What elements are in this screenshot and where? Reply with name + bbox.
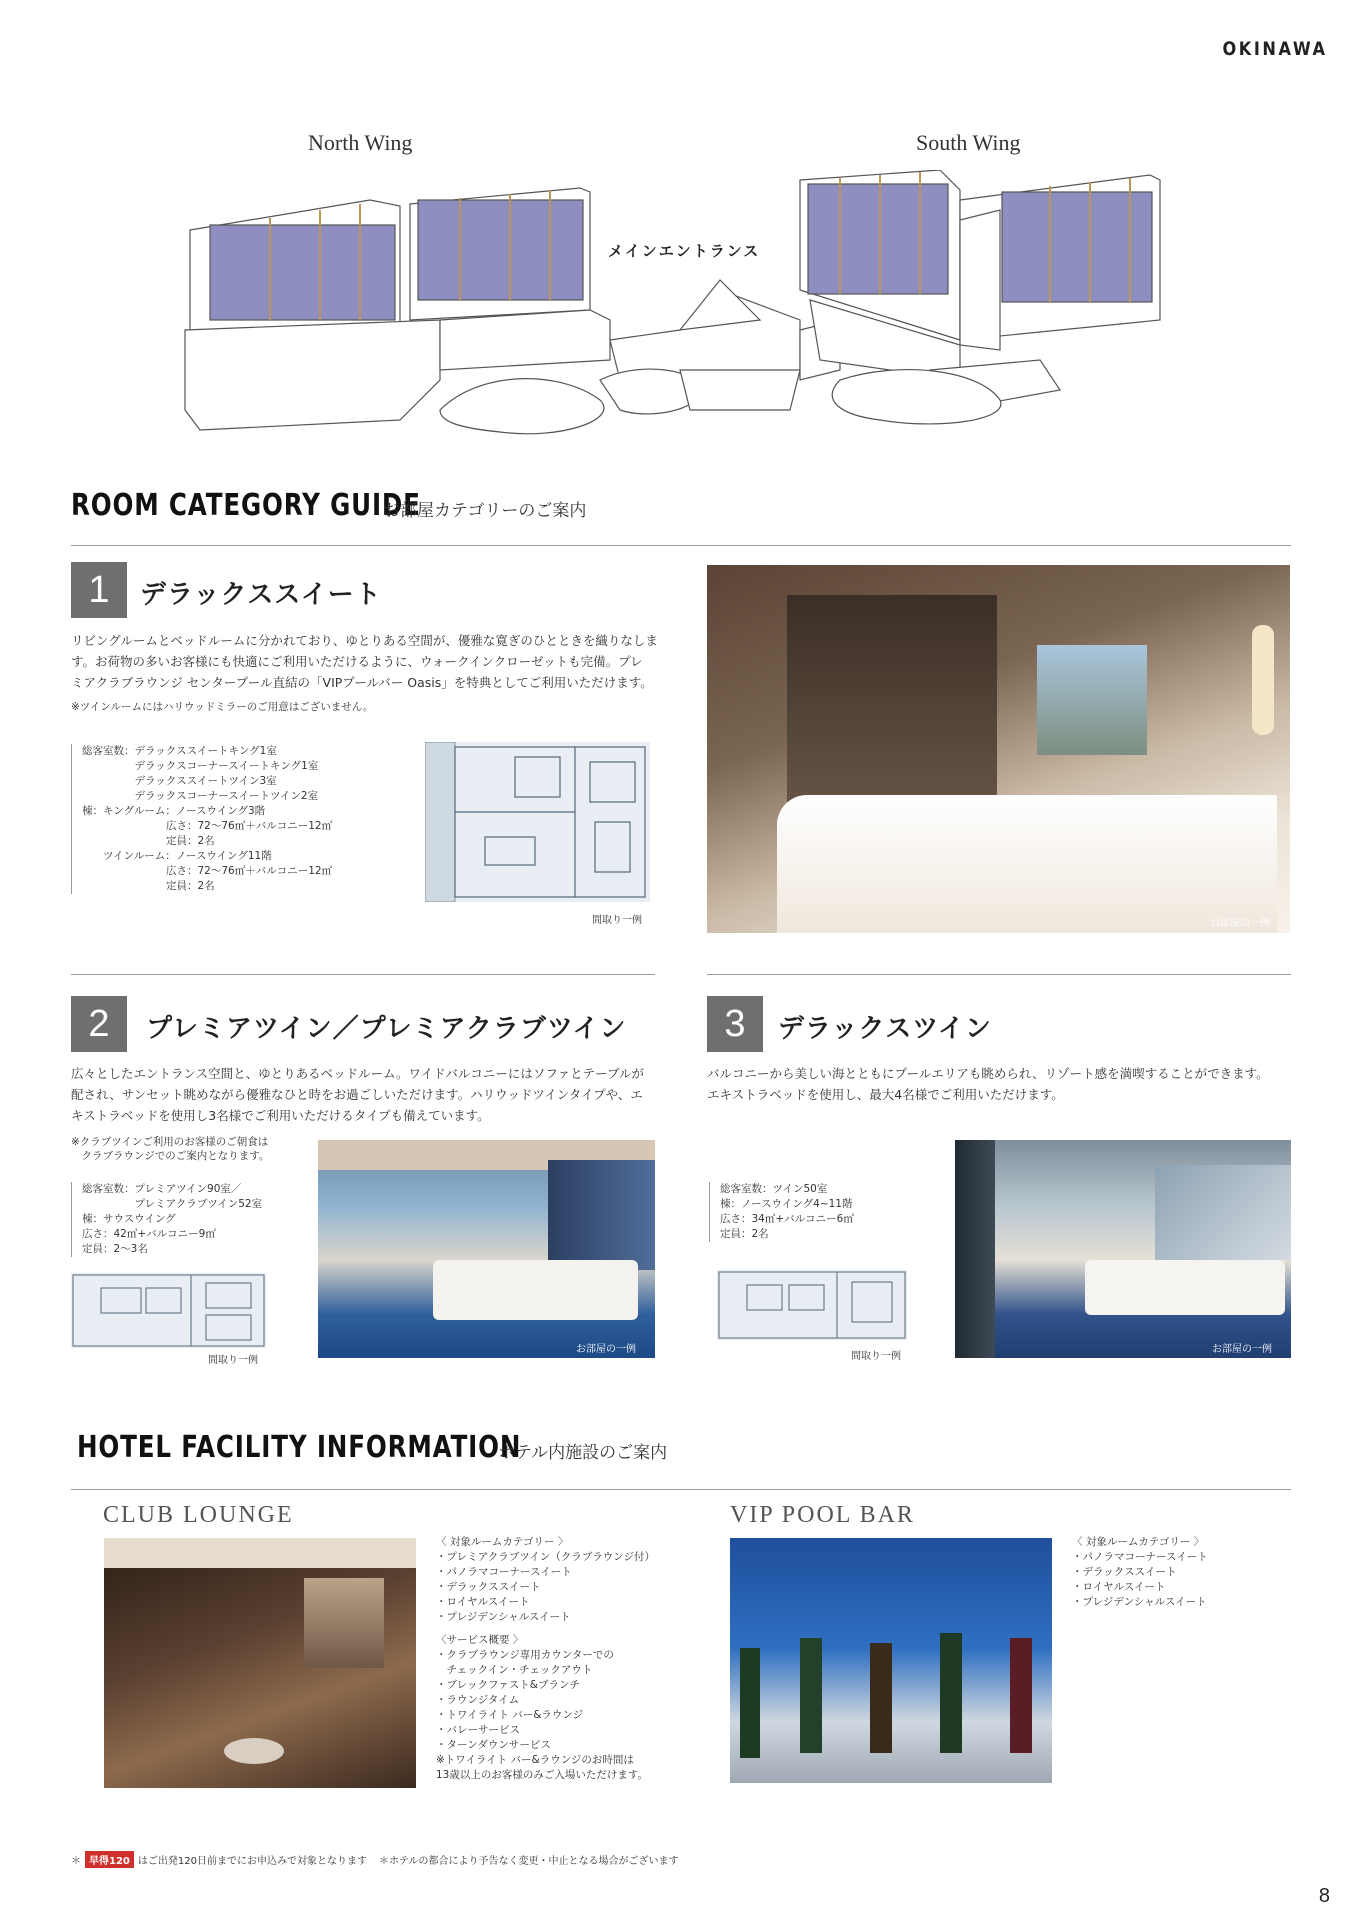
- room3-specs: 総客室数：ツイン50室 棟：ノースウイング4~11階 広さ：34㎡+バルコニー6㎡ 定員：2名: [709, 1182, 854, 1242]
- room3-name: デラックスツイン: [778, 1014, 992, 1044]
- facility-title: HOTEL FACILITY INFORMATION: [77, 1430, 522, 1465]
- brand-label: OKINAWA: [1223, 38, 1328, 60]
- room2-floorplan-caption: 間取り一例: [208, 1355, 258, 1366]
- room1-note: ※ツインルームにはハリウッドミラーのご用意はございません。: [71, 701, 374, 713]
- room2-photo-caption: お部屋の一例: [576, 1344, 636, 1355]
- room2-name: プレミアツイン／プレミアクラブツイン: [146, 1014, 627, 1044]
- room-guide-title: ROOM CATEGORY GUIDE: [71, 488, 421, 523]
- vip-pool-bar-title: VIP POOL BAR: [730, 1502, 915, 1528]
- footer-note-2: ＊ホテルの都合により予告なく変更・中止となる場合がございます: [378, 1856, 679, 1867]
- facility-subtitle: ホテル内施設のご案内: [498, 1443, 668, 1463]
- page-number: 8: [1318, 1885, 1330, 1907]
- room-divider-right: [707, 974, 1291, 975]
- main-entrance-label: メインエントランス: [608, 242, 761, 260]
- room-guide-subtitle: お部屋カテゴリーのご案内: [383, 501, 587, 521]
- club-lounge-list: 〈 対象ルームカテゴリー 〉 ・プレミアクラブツイン（クラブラウンジ付） ・パノラマコーナースイート ・デラックススイート ・ロイヤルスイート ・プレジデンシャルスイート 〈サービス概要 〉 ・クラブラウンジ専用カウンターでの チェックイン・チェックアウト ・ブレックファスト&ブランチ ・ラウンジタイム ・トワイライト バー&ラウンジ ・バレーサービス ・ターンダウンサービス ※トワイライト バー&ラウンジのお時間は 13歳以上のお客様のみご入場いただけます。: [436, 1536, 655, 1781]
- room2-specs: 総客室数：プレミアツイン90室／ プレミアクラブツイン52室 棟：サウスウイング 広さ：42㎡+バルコニー9㎡ 定員：2〜3名: [71, 1182, 262, 1257]
- section-divider: [71, 545, 1291, 546]
- facility-divider: [71, 1489, 1291, 1490]
- room1-floorplan-caption: 間取り一例: [592, 915, 642, 926]
- room3-photo: [955, 1140, 1291, 1358]
- room1-photo: [707, 565, 1290, 933]
- footer-note-1: はご出発120日前までにお申込みで対象となります: [137, 1856, 367, 1867]
- room2-floorplan: [71, 1273, 266, 1348]
- room3-photo-caption: お部屋の一例: [1212, 1344, 1272, 1355]
- room1-number: 1: [71, 562, 127, 618]
- club-lounge-title: CLUB LOUNGE: [103, 1502, 294, 1528]
- early-booking-badge: 早得120: [85, 1851, 134, 1868]
- room3-floorplan-caption: 間取り一例: [851, 1351, 901, 1362]
- club-lounge-photo: [104, 1538, 416, 1788]
- footer-note: [71, 1851, 678, 1868]
- room3-description: バルコニーから美しい海とともにプールエリアも眺められ、リゾート感を満喫することができます。 エキストラベッドを使用し、最大4名様でご利用いただけます。: [707, 1066, 1269, 1102]
- room2-note: ※クラブツインご利用のお客様のご朝食は クラブラウンジでのご案内となります。: [71, 1136, 270, 1162]
- south-wing-label: South Wing: [916, 130, 1021, 155]
- room3-number: 3: [707, 996, 763, 1052]
- footer-mark: ＊: [71, 1856, 81, 1867]
- room3-floorplan: [717, 1270, 907, 1340]
- vip-pool-bar-list: 〈 対象ルームカテゴリー 〉 ・パノラマコーナースイート ・デラックススイート ・ロイヤルスイート ・プレジデンシャルスイート: [1072, 1536, 1208, 1608]
- vip-pool-bar-photo: [730, 1538, 1052, 1783]
- room1-name: デラックススイート: [140, 580, 382, 610]
- room1-specs: 総客室数：デラックススイートキング1室 デラックスコーナースイートキング1室 デラックススイートツイン3室 デラックスコーナースイートツイン2室 棟：キングルーム：ノースウイング3階 広さ：72〜76㎡＋バルコニー12㎡ 定員：2名 ツインルーム：ノースウイング11階 広さ：72〜76㎡＋バルコニー12㎡ 定員：2名: [71, 744, 332, 894]
- room-divider-left: [71, 974, 655, 975]
- room1-floorplan: [425, 742, 650, 902]
- north-wing-label: North Wing: [308, 130, 413, 155]
- hotel-map-illustration: [180, 170, 1170, 440]
- room2-description: 広々としたエントランス空間と、ゆとりあるベッドルーム。ワイドバルコニーにはソファとテーブルが 配され、サンセット眺めながら優雅なひと時をお過ごしいただけます。ハリウッドツインタイプや、エ キストラベッドを使用し3名様でご利用いただけるタイプも備えています。: [71, 1066, 645, 1123]
- room1-photo-caption: お部屋の一例: [1210, 918, 1270, 929]
- room1-description: リビングルームとベッドルームに分かれており、ゆとりある空間が、優雅な寛ぎのひとときを織りなしま す。お荷物の多いお客様にも快適にご利用いただけるように、ウォークインクローゼットも完備。プレ ミアクラブラウンジ センタープール直結の「VIPプールバー Oasis」を特典としてご利用いただけます。: [71, 633, 658, 690]
- room2-photo: [318, 1140, 655, 1358]
- room2-number: 2: [71, 996, 127, 1052]
